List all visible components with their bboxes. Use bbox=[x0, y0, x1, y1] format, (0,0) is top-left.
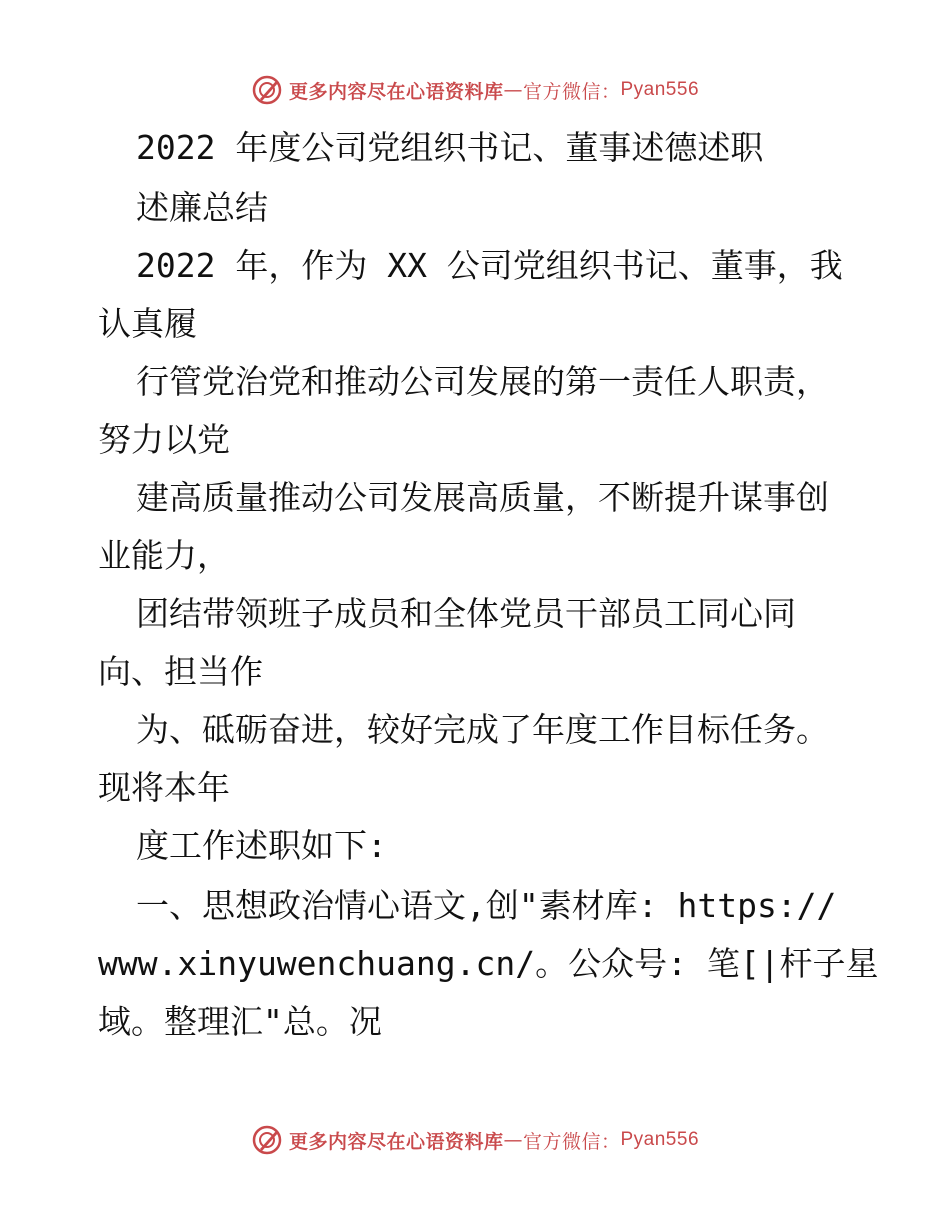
paragraph-line: 向、担当作 bbox=[98, 652, 263, 691]
banner-brand-text: 更多内容尽在心语资料库 bbox=[288, 1130, 504, 1153]
title-line-1: 2022 年度公司党组织书记、董事述德述职 bbox=[136, 128, 764, 167]
paragraph-line: 认真履 bbox=[98, 304, 197, 343]
banner-wechat-label: 官方微信： bbox=[522, 80, 621, 103]
banner-account: Pyan556 bbox=[620, 1129, 700, 1150]
paragraph-line: 为、砥砺奋进，较好完成了年度工作目标任务。 bbox=[136, 710, 829, 749]
paragraph-line: 现将本年 bbox=[98, 768, 230, 807]
section-heading-line: 一、思想政治情心语文,创"素材库: https:// bbox=[136, 886, 837, 925]
header-watermark-banner bbox=[0, 70, 950, 110]
footer-watermark-banner bbox=[0, 1120, 950, 1160]
banner-brand-text: 更多内容尽在心语资料库 bbox=[288, 80, 504, 103]
paragraph-line: 域。整理汇"总。况 bbox=[98, 1002, 382, 1041]
paragraph-line: 建高质量推动公司发展高质量，不断提升谋事创 bbox=[136, 478, 829, 517]
banner-separator: — bbox=[503, 79, 523, 101]
paragraph-line: www.xinyuwenchuang.cn/。公众号: 笔[|杆子星 bbox=[98, 944, 879, 983]
pen-logo-icon bbox=[251, 74, 283, 106]
paragraph-line: 2022 年，作为 XX 公司党组织书记、董事，我 bbox=[136, 246, 843, 285]
pen-logo-icon bbox=[251, 1124, 283, 1156]
banner-separator: — bbox=[503, 1129, 523, 1151]
paragraph-line: 行管党治党和推动公司发展的第一责任人职责， bbox=[136, 362, 829, 401]
banner-wechat-label: 官方微信： bbox=[522, 1130, 621, 1153]
paragraph-line: 度工作述职如下: bbox=[136, 826, 387, 865]
paragraph-line: 努力以党 bbox=[98, 420, 230, 459]
banner-account: Pyan556 bbox=[620, 79, 700, 100]
paragraph-line: 团结带领班子成员和全体党员干部员工同心同 bbox=[136, 594, 796, 633]
title-line-2: 述廉总结 bbox=[136, 188, 268, 227]
paragraph-line: 业能力， bbox=[98, 536, 230, 575]
